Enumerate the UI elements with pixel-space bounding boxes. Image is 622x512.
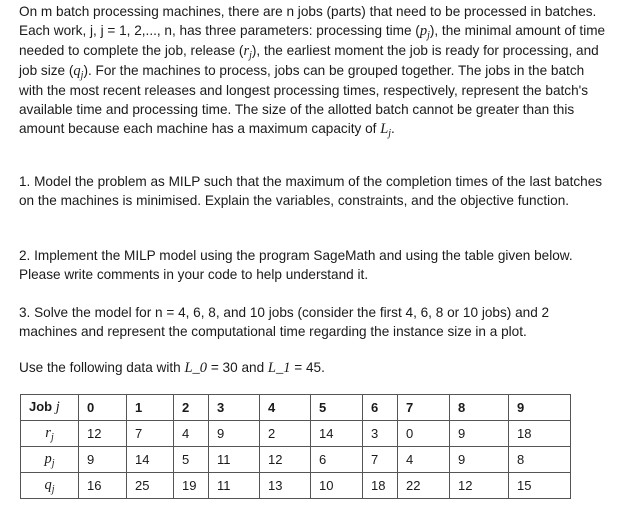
row-label-p <box>21 447 79 473</box>
intro-text-4: ). For the machines to process, jobs can be grouped together. The jobs in the batch with the most recent releases and longest processing times, respectively, represent the batch's available time and processing time. The size of the allotted batch cannot be greater than this amount because each machine has a maximum capacity of <box>19 63 589 136</box>
row-label-q <box>21 473 79 499</box>
math-q-sub: j <box>80 70 84 81</box>
header-cell: 3 <box>209 395 260 421</box>
table-cell: 7 <box>363 447 398 473</box>
header-cell-job <box>21 395 79 421</box>
table-cell: 18 <box>509 421 571 447</box>
header-cell: 7 <box>398 395 450 421</box>
table-cell: 12 <box>450 473 509 499</box>
table-cell: 22 <box>398 473 450 499</box>
row-sym: p <box>44 451 52 467</box>
table-row-release <box>21 421 571 447</box>
table-cell: 2 <box>260 421 311 447</box>
table-cell: 18 <box>363 473 398 499</box>
header-job-sym: j <box>55 399 60 415</box>
math-r-sub: j <box>249 50 252 61</box>
math-L0: L_0 <box>184 360 208 376</box>
table-cell: 12 <box>79 421 127 447</box>
math-p: p <box>419 23 428 39</box>
table-cell: 7 <box>127 421 174 447</box>
math-q: q <box>73 63 81 79</box>
intro-text-5: . <box>391 121 395 136</box>
table-cell: 9 <box>450 447 509 473</box>
math-r: r <box>243 43 250 59</box>
table-cell: 5 <box>174 447 209 473</box>
row-sym: q <box>44 477 52 493</box>
math-p-sub: j <box>427 30 430 41</box>
table-cell: 3 <box>363 421 398 447</box>
header-cell: 9 <box>509 395 571 421</box>
table-cell: 14 <box>127 447 174 473</box>
row-sub: j <box>51 458 55 469</box>
intro-text-3: ), the earliest moment the job is ready for processing, and job size ( <box>19 43 599 78</box>
row-sym: r <box>45 425 51 441</box>
question-2: 2. Implement the MILP model using the program SageMath and using the table given below. Please write comments in your code to help understand it. <box>19 248 573 282</box>
use-text-1: Use the following data with <box>19 360 185 375</box>
table-cell: 14 <box>311 421 363 447</box>
table-cell: 9 <box>209 421 260 447</box>
use-text-3: = 45. <box>290 360 325 375</box>
row-sub: j <box>51 484 55 495</box>
header-cell: 8 <box>450 395 509 421</box>
table-cell: 16 <box>79 473 127 499</box>
intro-text-1: On m batch processing machines, there are n jobs (parts) that need to be processed in batches. Each work, j, j = 1, 2,..., n, has three parameters: processing time ( <box>19 4 597 38</box>
header-cell: 6 <box>363 395 398 421</box>
table-header-row <box>21 395 571 421</box>
table-cell: 9 <box>450 421 509 447</box>
intro-paragraph <box>19 2 611 139</box>
table-cell: 11 <box>209 473 260 499</box>
math-L: L <box>380 121 389 137</box>
table-cell: 11 <box>209 447 260 473</box>
header-cell: 2 <box>174 395 209 421</box>
table-cell: 9 <box>79 447 127 473</box>
table-row-size <box>21 473 571 499</box>
intro-text-2: ), the minimal amount of time needed to complete the job, release ( <box>19 23 606 58</box>
header-cell: 4 <box>260 395 311 421</box>
header-cell: 5 <box>311 395 363 421</box>
math-L-sub: j <box>388 128 392 139</box>
table-cell: 4 <box>174 421 209 447</box>
table-cell: 15 <box>509 473 571 499</box>
data-instruction <box>19 358 611 378</box>
table-cell: 0 <box>398 421 450 447</box>
table-cell: 8 <box>509 447 571 473</box>
table-row-processing <box>21 447 571 473</box>
table-cell: 12 <box>260 447 311 473</box>
table-cell: 4 <box>398 447 450 473</box>
header-job-label: Job <box>29 399 56 414</box>
question-1: 1. Model the problem as MILP such that the maximum of the completion times of the last batches on the machines is minimised. Explain the variables, constraints, and the objective function. <box>19 174 603 208</box>
use-text-2: = 30 and <box>207 360 268 375</box>
row-label-r <box>21 421 79 447</box>
header-cell: 1 <box>127 395 174 421</box>
table-cell: 25 <box>127 473 174 499</box>
header-cell: 0 <box>79 395 127 421</box>
table-cell: 19 <box>174 473 209 499</box>
question-3: 3. Solve the model for n = 4, 6, 8, and 10 jobs (consider the first 4, 6, 8 or 10 jobs) and 2 machines and represent the computational time regarding the instance size in a plot. <box>19 305 550 339</box>
table-cell: 10 <box>311 473 363 499</box>
row-sub: j <box>50 432 54 443</box>
job-data-table <box>20 394 571 499</box>
table-cell: 6 <box>311 447 363 473</box>
math-L1: L_1 <box>267 360 291 376</box>
table-cell: 13 <box>260 473 311 499</box>
